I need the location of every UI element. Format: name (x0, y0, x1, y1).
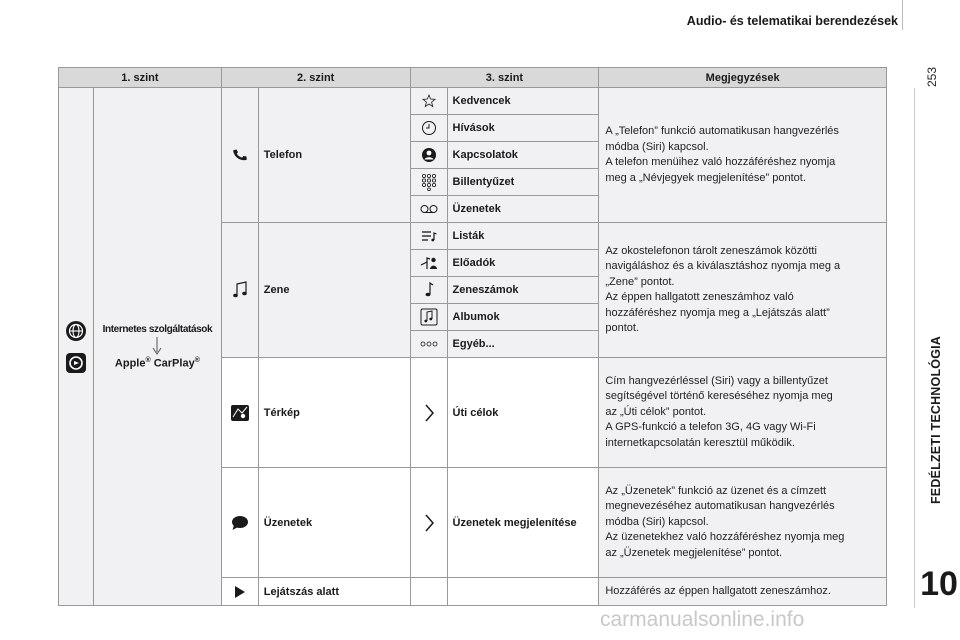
carplay-label: Apple® CarPlay® (114, 356, 200, 370)
uzenetek-voicemail-icon-cell (410, 196, 447, 223)
uti-celok-label: Úti célok (447, 358, 599, 468)
chevron-right-icon (424, 404, 434, 422)
zene-label: Zene (258, 223, 410, 358)
arrow-down-icon (152, 337, 162, 355)
menu-table (58, 67, 887, 606)
listak-icon-cell (410, 223, 447, 250)
watermark: carmanualsonline.info (600, 608, 805, 631)
zeneszamok-icon-cell (410, 277, 447, 304)
uzenetek-megjelenitese-icon-cell (410, 468, 447, 578)
zene-icon-cell (221, 223, 258, 358)
clock-icon (421, 120, 437, 136)
globe-icon (65, 320, 87, 342)
uzenetek-note: Az „Üzenetek” funkció az üzenet és a címzett megnevezéséhez automatikusan hangvezérlés módba (Siri) kapcsol. Az üzenetekhez való hozzáféréshez nyomja meg az „Üzenetek megjelenítése” pontot. (599, 468, 887, 578)
carplay-app-icon (65, 352, 87, 374)
telefon-label: Telefon (258, 88, 410, 223)
eloadok-icon-cell (410, 250, 447, 277)
page-number: 253 (925, 66, 940, 88)
col-header-level2: 2. szint (221, 68, 410, 88)
internet-services-label: Internetes szolgáltatások (102, 323, 213, 335)
page-header: Audio- és telematikai berendezések (686, 14, 898, 28)
col-header-notes: Megjegyzések (599, 68, 887, 88)
hivasok-label: Hívások (447, 115, 599, 142)
telefon-icon-cell (221, 88, 258, 223)
album-icon (420, 308, 438, 326)
playlist-icon (421, 230, 437, 242)
star-icon (422, 94, 436, 108)
voicemail-icon (420, 204, 438, 214)
zeneszamok-label: Zeneszámok (447, 277, 599, 304)
uti-celok-icon-cell (410, 358, 447, 468)
lejatszas-empty-label-cell (447, 578, 599, 606)
kapcsolatok-label: Kapcsolatok (447, 142, 599, 169)
chevron-right-icon (424, 514, 434, 532)
message-bubble-icon (231, 515, 249, 531)
level1-icons-cell (59, 88, 94, 606)
col-header-level3: 3. szint (410, 68, 599, 88)
albumok-icon-cell (410, 304, 447, 331)
map-icon (230, 403, 250, 423)
billentyuzet-label: Billentyűzet (447, 169, 599, 196)
hivasok-icon-cell (410, 115, 447, 142)
terkep-note: Cím hangvezérléssel (Siri) vagy a billentyűzet segítségével történő kereséséhez nyomja meg az „Úti célok” pontot. A GPS-funkció a telefon 3G, 4G vagy Wi-Fi internetkapcsolatán keresztül működik. (599, 358, 887, 468)
col-header-level1: 1. szint (59, 68, 222, 88)
chapter-number: 10 (920, 565, 958, 603)
contact-icon (421, 147, 437, 163)
artist-icon (420, 256, 438, 270)
carplay-cell (93, 88, 221, 606)
phone-icon (233, 148, 247, 162)
kedvencek-label: Kedvencek (447, 88, 599, 115)
listak-label: Listák (447, 223, 599, 250)
zene-note: Az okostelefonon tárolt zeneszámok közötti navigáláshoz és a kiválasztáshoz nyomja meg a „Zene” pontot. Az éppen hallgatott zeneszámhoz való hozzáféréshez nyomja meg a „Lejátszás alatt” pontot. (599, 223, 887, 358)
table-header-row (59, 68, 887, 88)
uzenetek-megjelenitese-label: Üzenetek megjelenítése (447, 468, 599, 578)
note-icon (424, 282, 434, 298)
chapter-title: FEDÉLZETI TECHNOLÓGIA (929, 335, 943, 505)
billentyuzet-icon-cell (410, 169, 447, 196)
lejatszas-icon-cell (221, 578, 258, 606)
uzenetek-voicemail-label: Üzenetek (447, 196, 599, 223)
eloadok-label: Előadók (447, 250, 599, 277)
terkep-icon-cell (221, 358, 258, 468)
kapcsolatok-icon-cell (410, 142, 447, 169)
egyeb-label: Egyéb... (447, 331, 599, 358)
header-divider (902, 0, 903, 30)
play-icon (234, 585, 246, 599)
keypad-icon (421, 173, 437, 191)
telefon-note: A „Telefon” funkció automatikusan hangvezérlés módba (Siri) kapcsol. A telefon menüihez való hozzáféréshez nyomja meg a „Névjegyek megjelenítése” pontot. (599, 88, 887, 223)
egyeb-icon-cell (410, 331, 447, 358)
terkep-label: Térkép (258, 358, 410, 468)
uzenetek-label: Üzenetek (258, 468, 410, 578)
kedvencek-icon-cell (410, 88, 447, 115)
music-note-icon (232, 281, 248, 299)
lejatszas-note: Hozzáférés az éppen hallgatott zeneszámhoz. (599, 578, 887, 606)
more-icon (420, 341, 438, 347)
uzenetek-icon-cell (221, 468, 258, 578)
lejatszas-empty-icon-cell (410, 578, 447, 606)
lejatszas-label: Lejátszás alatt (258, 578, 410, 606)
albumok-label: Albumok (447, 304, 599, 331)
